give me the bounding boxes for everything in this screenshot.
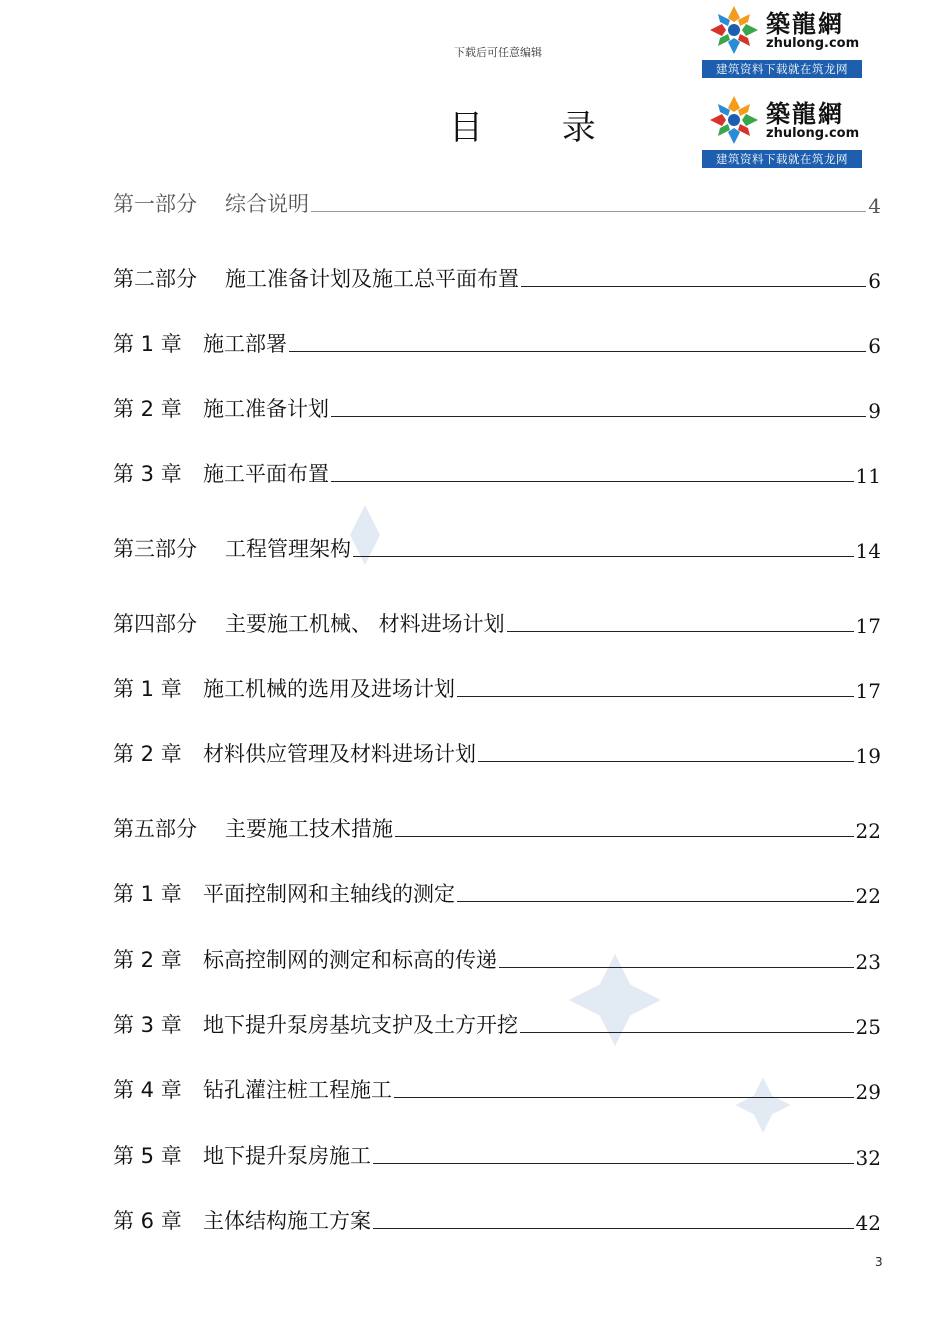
toc-entry-title: 工程管理架构 [225,537,351,561]
toc-entry-page: 19 [855,744,881,768]
toc-entry-title: 主要施工机械、 材料进场计划 [225,612,505,636]
toc-leader-line [311,210,866,212]
toc-entry-page: 4 [868,194,881,218]
toc-entry[interactable] [113,1007,881,1039]
toc-entry-title: 材料供应管理及材料进场计划 [203,742,476,766]
toc-entry-title: 标高控制网的测定和标高的传递 [203,948,497,972]
toc-entry[interactable] [113,1072,881,1104]
toc-entry[interactable] [113,876,881,908]
toc-entry[interactable] [113,456,881,488]
toc-entry[interactable] [113,531,881,563]
toc-entry-number: 第 6 章 [113,1209,182,1233]
toc-entry[interactable] [113,671,881,703]
toc-entry-number: 第二部分 [113,267,197,291]
toc-entry[interactable] [113,811,881,843]
toc-entry-number: 第一部分 [113,192,197,216]
toc-entry-number: 第 2 章 [113,948,182,972]
toc-entry-number: 第四部分 [113,612,197,636]
zhulong-logo [702,90,862,168]
toc-leader-line [394,1096,854,1098]
toc-entry-title: 地下提升泵房施工 [203,1144,371,1168]
toc-leader-line [457,900,854,902]
toc-entry-title: 主要施工技术措施 [225,817,393,841]
toc-entry-page: 9 [868,399,881,423]
toc-leader-line [507,630,854,632]
toc-leader-line [331,415,866,417]
toc-entry-title: 施工准备计划 [203,397,329,421]
toc-entry-number: 第 1 章 [113,677,182,701]
zhulong-mark-icon [706,94,762,146]
toc-leader-line [331,480,854,482]
toc-entry-number: 第 2 章 [113,397,182,421]
toc-entry[interactable] [113,186,881,218]
logo-brand-cn: 築龍網 [766,99,844,128]
toc-entry-page: 25 [855,1015,881,1039]
toc-entry-title: 钻孔灌注桩工程施工 [203,1078,392,1102]
toc-entry[interactable] [113,261,881,293]
logo-brand-en: zhulong.com [766,126,860,141]
toc-entry-number: 第 5 章 [113,1144,182,1168]
toc-leader-line [373,1227,854,1229]
toc-entry-page: 42 [855,1211,881,1235]
toc-entry-title: 地下提升泵房基坑支护及土方开挖 [203,1013,518,1037]
page-title: 目 录 [449,108,630,148]
toc-entry-title: 施工准备计划及施工总平面布置 [225,267,519,291]
toc-entry-number: 第 3 章 [113,462,182,486]
toc-entry[interactable] [113,942,881,974]
toc-leader-line [457,695,854,697]
toc-entry-page: 17 [855,614,881,638]
logo-brand-cn: 築龍網 [766,9,844,38]
toc-entry-number: 第 3 章 [113,1013,182,1037]
toc-entry-number: 第三部分 [113,537,197,561]
logo-brand-en: zhulong.com [766,36,860,51]
toc-entry-page: 11 [855,464,881,488]
logo-slogan: 建筑资料下载就在筑龙网 [702,150,862,168]
toc-entry-number: 第 1 章 [113,332,182,356]
toc-leader-line [373,1162,854,1164]
toc-entry-page: 17 [855,679,881,703]
toc-entry-title: 平面控制网和主轴线的测定 [203,882,455,906]
toc-leader-line [520,1031,854,1033]
toc-leader-line [353,555,854,557]
toc-leader-line [521,285,866,287]
toc-entry-page: 14 [855,539,881,563]
toc-entry-page: 32 [855,1146,881,1170]
toc-leader-line [289,350,866,352]
page-number: 3 [875,1255,883,1269]
toc-entry[interactable] [113,606,881,638]
zhulong-logo [702,0,862,78]
toc-entry-page: 22 [855,884,881,908]
logo-slogan: 建筑资料下载就在筑龙网 [702,60,862,78]
toc-entry-number: 第五部分 [113,817,197,841]
toc-entry-number: 第 4 章 [113,1078,182,1102]
toc-entry-page: 23 [855,950,881,974]
toc-entry-page: 22 [855,819,881,843]
toc-entry[interactable] [113,736,881,768]
toc-entry[interactable] [113,391,881,423]
toc-leader-line [478,760,854,762]
toc-entry-title: 综合说明 [225,192,309,216]
toc-leader-line [395,835,854,837]
toc-entry-number: 第 1 章 [113,882,182,906]
toc-entry-page: 6 [868,269,881,293]
zhulong-mark-icon [706,4,762,56]
toc-entry-title: 施工部署 [203,332,287,356]
toc-entry[interactable] [113,1203,881,1235]
header-note: 下载后可任意编辑 [454,46,542,59]
toc-entry[interactable] [113,1138,881,1170]
toc-leader-line [499,966,854,968]
toc-entry-title: 施工机械的选用及进场计划 [203,677,455,701]
toc-entry[interactable] [113,326,881,358]
toc-entry-title: 施工平面布置 [203,462,329,486]
toc-entry-number: 第 2 章 [113,742,182,766]
toc-entry-title: 主体结构施工方案 [203,1209,371,1233]
toc-entry-page: 6 [868,334,881,358]
toc-entry-page: 29 [855,1080,881,1104]
